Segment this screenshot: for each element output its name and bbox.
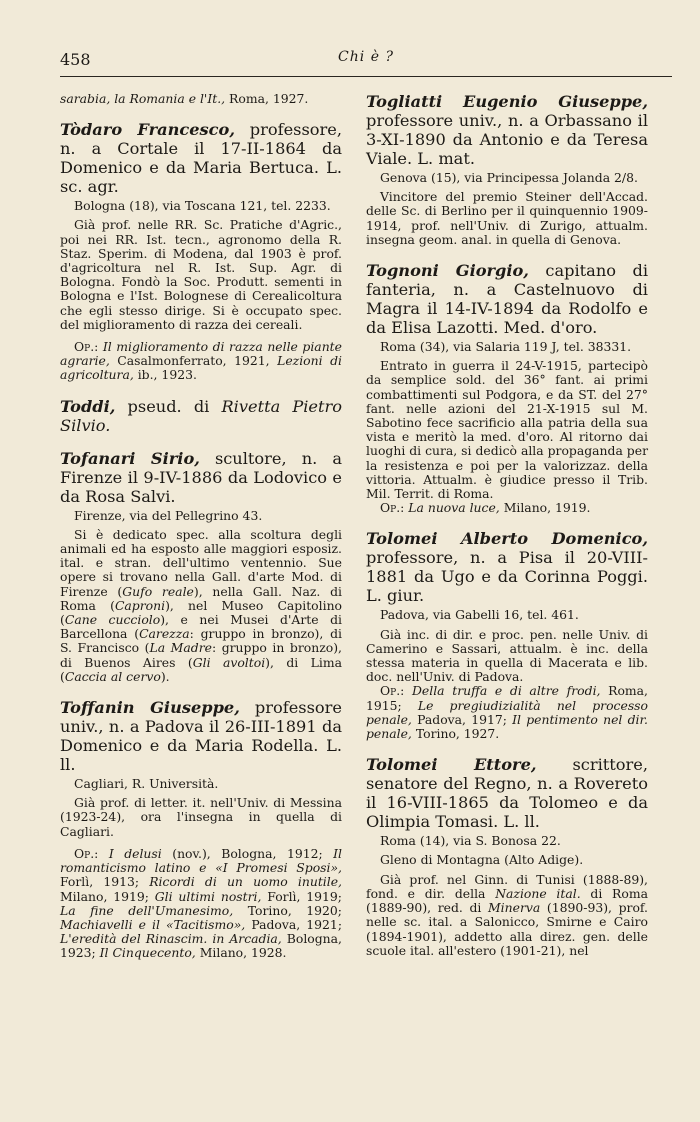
right-column [366, 92, 648, 958]
entry-tofanari [60, 449, 342, 684]
entry-heading: Tolomei Ettore, scrittore, senatore del Regno, n. a Rovereto il 16-VIII-1865 da Tolomeo e da Olimpia Tomasi. L. ll. [366, 755, 648, 832]
entry-heading: Tolomei Alberto Domenico, professore, n. a Pisa il 20-VIII-1881 da Ugo e da Corinna Poggi. L. giur. [366, 529, 648, 606]
entry-address: Padova, via Gabelli 16, tel. 461. [380, 607, 579, 623]
entry-heading: Toffanin Giuseppe, professore univ., n. a Padova il 26-III-1891 da Domenico e da Maria Rodella. L. ll. [60, 698, 342, 775]
entry-heading: Toddi, pseud. di Rivetta Pietro Silvio. [60, 396, 342, 435]
entry-biography: Entrato in guerra il 24-V-1915, partecipò da semplice sold. del 36° fant. ai primi combattimenti sul Podgora, e da ST. del 27° fant. nelle azioni del 21-X-1915 sul M. Sabotino fece sacrificio alla patria della sua vista e meritò la med. d'oro. Al ritorno dai luoghi di cura, si dedicò alla propaganda per la resistenza e poi per la valorizzaz. della vittoria. Attualm. è giudice presso il Trib. Mil. Territ. di Roma. [366, 358, 648, 502]
entry-address: Roma (34), via Salaria 119 J, tel. 38331. [380, 339, 632, 355]
left-column [60, 92, 342, 961]
entry-tognoni [366, 261, 648, 515]
entry-biography: Già prof. nelle RR. Sc. Pratiche d'Agric., poi nei RR. Ist. tecn., agronomo della R. Staz. Sperim. di Modena, dal 1903 è prof. d'agricoltura nel R. Ist. Sup. Agr. di Bologna. Fondò la Soc. Produtt. sementi in Bologna e l'Ist. Bolognese di Cerealicoltura che egli stesso dirige. Si è occupato spec. del miglioramento di razza dei cereali. [60, 217, 342, 332]
entry-toffanin [60, 698, 342, 960]
entry-works: Op.: Il miglioramento di razza nelle piante agrarie, Casalmonferrato, 1921, Lezioni di agricoltura, ib., 1923. [60, 339, 342, 383]
entry-heading: Togliatti Eugenio Giuseppe, professore univ., n. a Orbassano il 3-XI-1890 da Antonio e da Teresa Viale. L. mat. [366, 92, 648, 168]
entry-biography: Già inc. di dir. e proc. pen. nelle Univ. di Camerino e Sassari, attualm. è inc. della stessa materia in quella di Macerata e lib. doc. nell'Univ. di Padova. [366, 626, 648, 685]
entry-address: Roma (14), via S. Bonosa 22. [380, 833, 561, 849]
entry-address: Genova (15), via Principessa Jolanda 2/8. [380, 170, 638, 185]
running-head: Chi è ? [338, 49, 394, 65]
entry-address: Firenze, via del Pellegrino 43. [74, 507, 263, 523]
entry-works: Op.: I delusi (nov.), Bologna, 1912; Il romanticismo latino e «I Promesi Sposi», Forlì, 1913; Ricordi di un uomo inutile, Milano, 1919; Gli ultimi nostri, Forlì, 1919; La fine dell'Umanesimo, Torino, 1920; Machiavelli e il «Tacitismo», Padova, 1921; L'eredità del Rinascim. in Arcadia, Bologna, 1923; Il Cinquecento, Milano, 1928. [60, 845, 342, 961]
entry-biography: Vincitore del premio Steiner dell'Accad. delle Sc. di Berlino per il quinquennio 1909-1914, prof. nell'Univ. di Zurigo, attualm. insegna geom. anal. in quella di Genova. [366, 189, 648, 247]
entry-heading: Tognoni Giorgio, capitano di fanteria, n. a Castelnuovo di Magra il 14-IV-1894 da Rodolfo e da Elisa Lazotti. Med. d'oro. [366, 261, 649, 338]
entry-tolomei-ettore [366, 755, 648, 958]
entry-todaro [60, 120, 342, 382]
page-number: 458 [60, 50, 91, 69]
entry-heading: Tofanari Sirio, scultore, n. a Firenze il 9-IV-1886 da Lodovico e da Rosa Salvi. [60, 448, 342, 506]
entry-tolomei-alberto [366, 529, 648, 741]
entry-works: Op.: La nuova luce, Milano, 1919. [380, 500, 591, 516]
entry-togliatti [366, 92, 648, 247]
page-header [60, 46, 672, 77]
entry-address: Cagliari, R. Università. [74, 776, 219, 792]
entry-address-secondary: Gleno di Montagna (Alto Adige). [380, 852, 584, 868]
entry-fragment: sarabia, la Romania e l'It., Roma, 1927. [60, 91, 309, 106]
entry-biography: Già prof. di letter. it. nell'Univ. di Messina (1923-24), ora l'insegna in quella di Cagliari. [60, 795, 342, 839]
entry-toddi [60, 397, 342, 435]
entry-biography: Già prof. nel Ginn. di Tunisi (1888-89), fond. e dir. della Nazione ital. di Roma (1889-90), red. di Minerva (1890-93), prof. nelle sc. ital. a Salonicco, Smirne e Cairo (1894-1901), addetto alla direz. gen. delle scuole ital. all'estero (1901-21), nel [366, 871, 648, 958]
entry-heading: Tòdaro Francesco, professore, n. a Cortale il 17-II-1864 da Domenico e da Maria Bertuca. L. sc. agr. [60, 120, 342, 197]
entry-works: Op.: Della truffa e di altre frodi, Roma, 1915; Le pregiudizialità nel processo penale, Padova, 1917; Il pentimento nel dir. penale, Torino, 1927. [366, 683, 649, 742]
entry-biography: Si è dedicato spec. alla scoltura degli animali ed ha esposto alle maggiori esposiz. ital. e stran. dell'ultimo ventennio. Sue opere si trovano nella Gall. d'arte Mod. di Firenze (Gufo reale), nella Gall. Naz. di Roma (Caproni), nel Museo Capitolino (Cane cucciolo), e nei Musei d'Arte di Barcellona (Carezza: gruppo in bronzo), di S. Francisco (La Madre: gruppo in bronzo), di Buenos Aires (Gli avoltoi), di Lima (Caccia al cervo). [60, 526, 343, 684]
entry-address: Bologna (18), via Toscana 121, tel. 2233. [74, 198, 331, 214]
